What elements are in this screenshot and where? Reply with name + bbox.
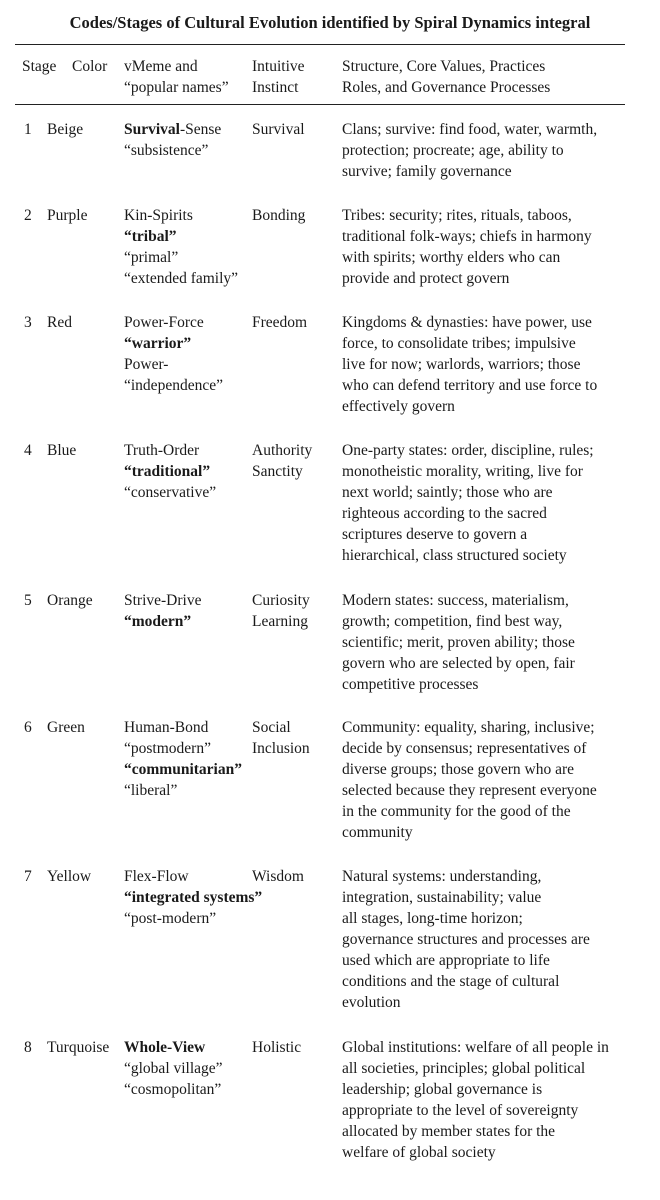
header-vmeme-line: “popular names” <box>124 79 229 96</box>
vmeme-line: Kin-Spirits <box>124 207 193 224</box>
instinct-line: Inclusion <box>252 740 310 757</box>
header-structure-line: Roles, and Governance Processes <box>342 79 551 96</box>
structure-line: used which are appropriate to life <box>342 952 550 969</box>
vmeme-line <box>124 759 252 780</box>
structure-line: monotheistic morality, writing, live for <box>342 463 583 480</box>
structure-line: decide by consensus; representatives of <box>342 740 587 757</box>
instinct-cell <box>252 119 340 140</box>
structure-cell <box>342 590 642 695</box>
structure-line: provide and protect govern <box>342 270 510 287</box>
structure-line: all stages, long-time horizon; <box>342 910 523 927</box>
vmeme-line: Survival-Sense <box>124 121 222 138</box>
structure-cell <box>342 717 642 843</box>
header-rule <box>15 104 625 105</box>
structure-cell <box>342 1037 642 1163</box>
header-color: Color <box>72 58 108 75</box>
instinct-cell <box>252 440 340 482</box>
vmeme-line: “primal” <box>124 249 179 266</box>
structure-line: Clans; survive: find food, water, warmth, <box>342 121 598 138</box>
structure-line: appropriate to the level of sovereignty <box>342 1102 579 1119</box>
instinct-cell <box>252 1037 340 1058</box>
structure-line: selected because they represent everyone <box>342 782 597 799</box>
structure-line: evolution <box>342 994 401 1011</box>
vmeme-line: Flex-Flow <box>124 868 189 885</box>
vmeme-line: “global village” <box>124 1060 223 1077</box>
structure-line: live for now; warlords, warriors; those <box>342 356 581 373</box>
structure-line: leadership; global governance is <box>342 1081 543 1098</box>
stage-number: 1 <box>24 121 32 138</box>
vmeme-line: Strive-Drive <box>124 592 202 609</box>
structure-cell <box>342 119 642 182</box>
stage-number: 7 <box>24 868 32 885</box>
instinct-line: Wisdom <box>252 868 304 885</box>
structure-line: scriptures deserve to govern a <box>342 526 528 543</box>
structure-cell <box>342 205 642 289</box>
structure-cell <box>342 312 642 417</box>
structure-line: effectively govern <box>342 398 455 415</box>
structure-line: Global institutions: welfare of all people in <box>342 1039 609 1056</box>
structure-line: in the community for the good of the <box>342 803 571 820</box>
structure-line: governance structures and processes are <box>342 931 590 948</box>
color-name: Green <box>47 719 85 736</box>
instinct-cell <box>252 312 340 333</box>
vmeme-line: “postmodern” <box>124 740 211 757</box>
color-name: Yellow <box>47 868 92 885</box>
instinct-line: Sanctity <box>252 463 303 480</box>
structure-line: One-party states: order, discipline, rules; <box>342 442 594 459</box>
vmeme-cell <box>124 866 263 929</box>
vmeme-line <box>124 611 252 632</box>
header-instinct-line: Intuitive <box>252 58 305 75</box>
vmeme-line <box>124 226 252 247</box>
vmeme-line: “cosmopolitan” <box>124 1081 222 1098</box>
instinct-line: Survival <box>252 121 305 138</box>
vmeme-line: Power- <box>124 356 169 373</box>
structure-line: allocated by member states for the <box>342 1123 556 1140</box>
vmeme-line: “conservative” <box>124 484 217 501</box>
vmeme-cell <box>124 590 252 632</box>
vmeme-line: “subsistence” <box>124 142 209 159</box>
vmeme-cell <box>124 312 252 396</box>
color-name: Turquoise <box>47 1039 110 1056</box>
top-rule <box>15 44 625 45</box>
color-name: Orange <box>47 592 93 609</box>
header-vmeme-line: vMeme and <box>124 58 198 75</box>
structure-cell <box>342 866 642 1013</box>
header-structure-line: Structure, Core Values, Practices <box>342 58 546 75</box>
structure-line: welfare of global society <box>342 1144 496 1161</box>
instinct-line: Bonding <box>252 207 306 224</box>
vmeme-bold: “modern” <box>124 613 192 630</box>
vmeme-line: Truth-Order <box>124 442 200 459</box>
structure-line: Modern states: success, materialism, <box>342 592 569 609</box>
vmeme-bold: “integrated systems” <box>124 889 263 906</box>
structure-line: righteous according to the sacred <box>342 505 547 522</box>
stage-number: 5 <box>24 592 32 609</box>
vmeme-bold: “communitarian” <box>124 761 242 778</box>
stage-number: 2 <box>24 207 32 224</box>
stage-number: 8 <box>24 1039 32 1056</box>
vmeme-line: “independence” <box>124 377 223 394</box>
vmeme-cell <box>124 440 252 503</box>
structure-line: integration, sustainability; value <box>342 889 542 906</box>
vmeme-cell <box>124 119 252 161</box>
header-structure <box>342 56 642 98</box>
structure-line: conditions and the stage of cultural <box>342 973 560 990</box>
instinct-cell <box>252 205 340 226</box>
color-name: Purple <box>47 207 88 224</box>
vmeme-line: Human-Bond <box>124 719 209 736</box>
instinct-line: Holistic <box>252 1039 302 1056</box>
stage-number: 4 <box>24 442 32 459</box>
vmeme-bold: “tribal” <box>124 228 177 245</box>
structure-line: competitive processes <box>342 676 479 693</box>
structure-line: with spirits; worthy elders who can <box>342 249 561 266</box>
structure-line: Kingdoms & dynasties: have power, use <box>342 314 592 331</box>
stage-number: 3 <box>24 314 32 331</box>
color-name: Beige <box>47 121 84 138</box>
vmeme-line: “post-modern” <box>124 910 217 927</box>
vmeme-line <box>124 333 252 354</box>
vmeme-bold: Survival <box>124 121 180 138</box>
vmeme-line <box>124 461 252 482</box>
vmeme-bold: “traditional” <box>124 463 211 480</box>
structure-line: diverse groups; those govern who are <box>342 761 575 778</box>
vmeme-cell <box>124 1037 252 1100</box>
structure-line: govern who are selected by open, fair <box>342 655 575 672</box>
vmeme-bold: Whole-View <box>124 1039 206 1056</box>
vmeme-cell <box>124 717 252 801</box>
header-vmeme <box>124 56 252 98</box>
instinct-line: Learning <box>252 613 308 630</box>
vmeme-cell <box>124 205 252 289</box>
instinct-line: Curiosity <box>252 592 310 609</box>
structure-line: growth; competition, find best way, <box>342 613 563 630</box>
structure-line: protection; procreate; age, ability to <box>342 142 564 159</box>
structure-line: force, to consolidate tribes; impulsive <box>342 335 576 352</box>
structure-line: Tribes: security; rites, rituals, taboos, <box>342 207 572 224</box>
header-stage: Stage <box>22 58 57 75</box>
instinct-cell <box>252 590 340 632</box>
structure-line: all societies, principles; global political <box>342 1060 586 1077</box>
structure-line: survive; family governance <box>342 163 512 180</box>
structure-line: next world; saintly; those who are <box>342 484 553 501</box>
instinct-line: Freedom <box>252 314 308 331</box>
color-name: Red <box>47 314 72 331</box>
instinct-cell <box>252 866 340 887</box>
structure-line: community <box>342 824 413 841</box>
structure-line: traditional folk-ways; chiefs in harmony <box>342 228 592 245</box>
color-name: Blue <box>47 442 77 459</box>
table-title: Codes/Stages of Cultural Evolution identified by Spiral Dynamics integral <box>69 13 591 32</box>
header-instinct-line: Instinct <box>252 79 299 96</box>
vmeme-line <box>124 1037 252 1058</box>
structure-cell <box>342 440 642 566</box>
structure-line: Natural systems: understanding, <box>342 868 542 885</box>
structure-line: Community: equality, sharing, inclusive; <box>342 719 595 736</box>
instinct-cell <box>252 717 340 759</box>
structure-line: hierarchical, class structured society <box>342 547 567 564</box>
structure-line: who can defend territory and use force to <box>342 377 598 394</box>
instinct-line: Authority <box>252 442 313 459</box>
vmeme-bold: “warrior” <box>124 335 192 352</box>
vmeme-line: “liberal” <box>124 782 178 799</box>
instinct-line: Social <box>252 719 291 736</box>
structure-line: scientific; merit, proven ability; those <box>342 634 575 651</box>
header-instinct <box>252 56 340 98</box>
vmeme-line: Power-Force <box>124 314 204 331</box>
vmeme-line <box>124 887 263 908</box>
stage-number: 6 <box>24 719 32 736</box>
vmeme-line: “extended family” <box>124 270 239 287</box>
